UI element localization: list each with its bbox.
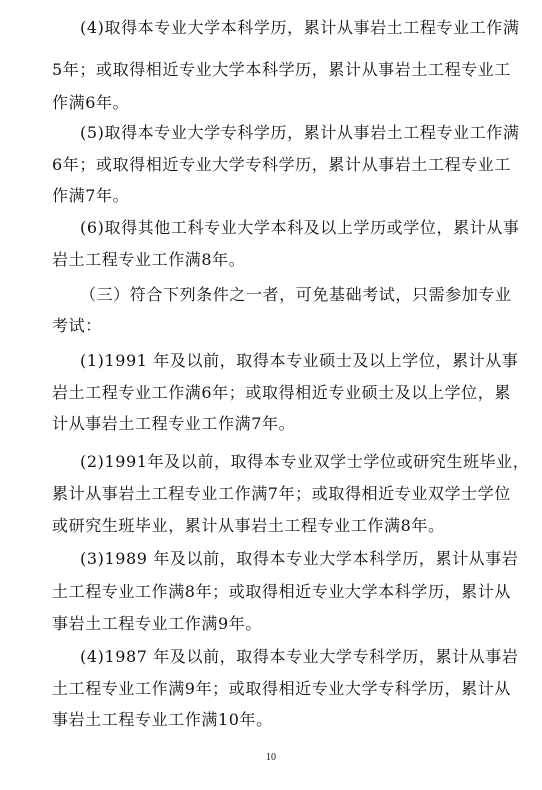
paragraph-line: 5年；或取得相近专业大学本科学历，累计从事岩土工程专业工 — [52, 60, 511, 79]
paragraph-line: 土工程专业工作满8年；或取得相近专业大学本科学历，累计从 — [52, 582, 511, 601]
paragraph-line: 6年；或取得相近专业大学专科学历，累计从事岩土工程专业工 — [52, 155, 511, 174]
paragraph-line: 作满6年。 — [52, 93, 130, 112]
paragraph-line: (5)取得本专业大学专科学历，累计从事岩土工程专业工作满 — [80, 123, 520, 142]
paragraph-line: 岩土工程专业工作满6年；或取得相近专业硕士及以上学位，累 — [52, 383, 511, 402]
paragraph-line: (2)1991年及以前，取得本专业双学士学位或研究生班毕业， — [80, 452, 530, 471]
paragraph-line: (6)取得其他工科专业大学本科及以上学历或学位，累计从事 — [80, 218, 520, 237]
page-number: 10 — [266, 752, 276, 763]
paragraph-line: 作满7年。 — [52, 186, 130, 205]
paragraph-line: (1)1991 年及以前，取得本专业硕士及以上学位，累计从事 — [80, 351, 519, 370]
paragraph-line: 计从事岩土工程专业工作满7年。 — [52, 414, 296, 433]
section-heading-line: 考试： — [52, 316, 102, 335]
paragraph-line: 累计从事岩土工程专业工作满7年；或取得相近专业双学士学位 — [52, 484, 511, 503]
paragraph-line: (3)1989 年及以前，取得本专业大学本科学历，累计从事岩 — [80, 549, 519, 568]
paragraph-line: (4)取得本专业大学本科学历，累计从事岩土工程专业工作满 — [80, 18, 520, 37]
paragraph-line: 或研究生班毕业，累计从事岩土工程专业工作满8年。 — [52, 516, 445, 535]
paragraph-line: 土工程专业工作满9年；或取得相近专业大学专科学历，累计从 — [52, 679, 511, 698]
paragraph-line: 岩土工程专业工作满8年。 — [52, 250, 246, 269]
section-heading-line: （三）符合下列条件之一者，可免基础考试，只需参加专业 — [80, 285, 512, 304]
paragraph-line: 事岩土工程专业工作满9年。 — [52, 614, 262, 633]
paragraph-line: (4)1987 年及以前，取得本专业大学专科学历，累计从事岩 — [80, 647, 519, 666]
paragraph-line: 事岩土工程专业工作满10年。 — [52, 710, 273, 729]
